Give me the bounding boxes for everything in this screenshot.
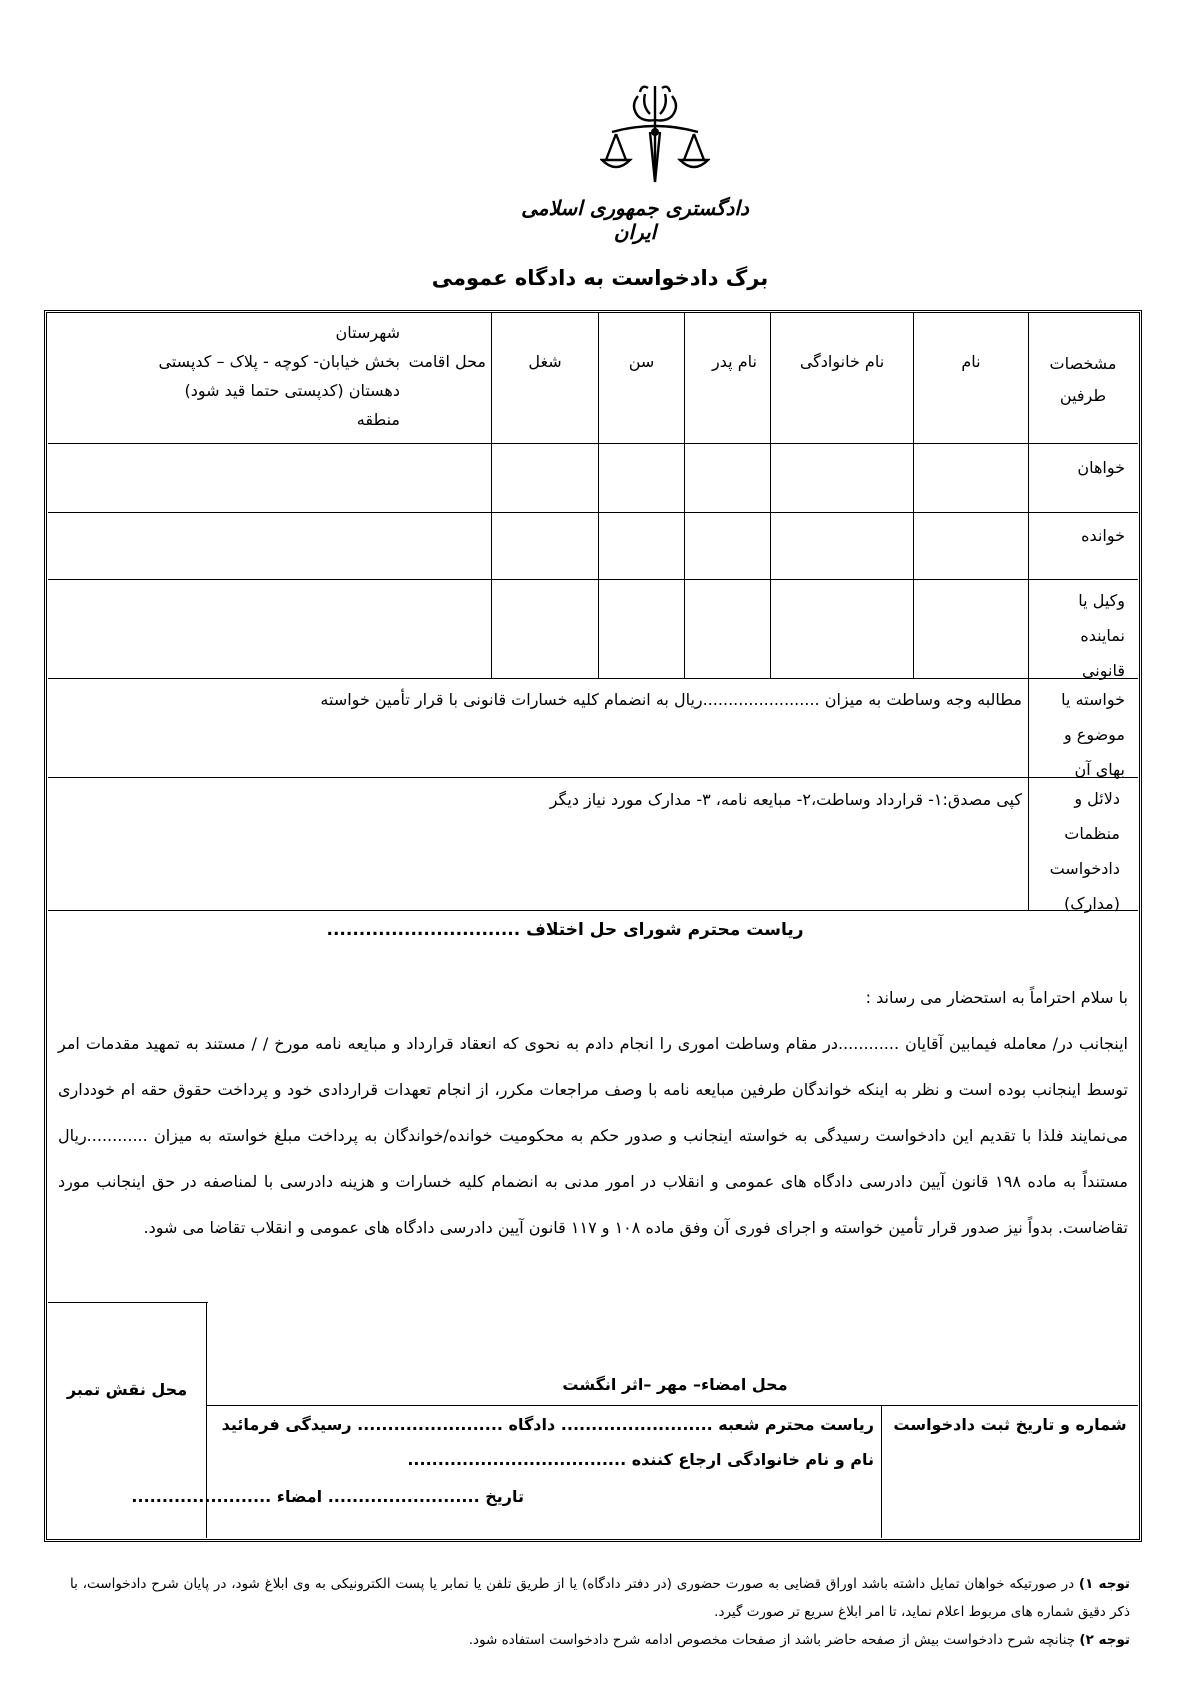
rule-header-bottom — [48, 443, 1138, 444]
note-1-label: توجه ۱) — [1078, 1576, 1130, 1592]
registration-box-rule — [881, 1405, 882, 1538]
emblem-logo — [600, 82, 710, 194]
col-rule-job — [491, 313, 492, 678]
stamp-place-label: محل نقش تمبر — [66, 1380, 188, 1399]
note-1 — [70, 1570, 1130, 1626]
letter-heading: ریاست محترم شورای حل اختلاف .............................. — [326, 920, 804, 940]
row-label-attorney: وکیل یا نماینده قانونی — [1078, 591, 1125, 680]
referral-line-3: تاریخ ......................... امضاء ....................... — [131, 1487, 524, 1506]
header-father-name: نام پدر — [712, 352, 757, 371]
letter-greeting: با سلام احتراماً به استحضار می رساند : — [865, 988, 1128, 1007]
rule-footer-top — [48, 1302, 208, 1303]
letter-body — [58, 975, 1128, 1251]
note-2-label: توجه ۲) — [1079, 1632, 1130, 1648]
rule-claim-bottom — [48, 777, 1138, 778]
residence-details: شهرستان بخش خیابان- کوچه - پلاک – کدپستی دهستان (کدپستی حتما قید شود) منطقه — [158, 323, 400, 429]
note-2 — [70, 1626, 1130, 1654]
header-first-name: نام — [961, 352, 981, 371]
header-occupation: شغل — [528, 352, 562, 371]
header-age: سن — [628, 352, 655, 371]
rule-defendant-bottom — [48, 579, 1138, 580]
row-label-evidence: دلائل و منظمات دادخواست (مدارک) — [1049, 789, 1120, 913]
header-last-name: نام خانوادگی — [799, 352, 885, 371]
referral-line-2: نام و نام خانوادگی ارجاع کننده .................................... — [407, 1450, 874, 1469]
rule-attorney-bottom — [48, 678, 1138, 679]
col-rule-name — [913, 313, 914, 678]
note-1-text: در صورتیکه خواهان تمایل داشته باشد اوراق قضایی به صورت حضوری (در دفتر دادگاه) یا از طریق تلفن یا نمابر یا پست الکترونیکی به وی ابلاغ شود، در پایان شرح دادخواست، با ذکر دقیق شماره های مربوط اعلام نماید، تا امر ابلاغ سریع تر صورت گیرد. — [70, 1576, 1130, 1620]
row-label-plaintiff: خواهان — [1077, 458, 1125, 477]
row-label-defendant: خوانده — [1081, 526, 1125, 545]
rule-signature-bottom — [207, 1405, 1138, 1406]
referral-line-1: ریاست محترم شعبه ......................... دادگاه ........................ رسیدگی فرمائید — [221, 1415, 874, 1434]
col-rule-father — [684, 313, 685, 678]
evidence-text: کپی مصدق:۱- قرارداد وساطت،۲- مبایعه نامه، ۳- مدارک مورد نیاز دیگر — [549, 790, 1022, 809]
notes — [70, 1570, 1130, 1654]
signature-place-label: محل امضاء– مهر –اثر انگشت — [562, 1375, 788, 1394]
header-specs: مشخصات طرفین — [1049, 354, 1117, 405]
claim-text: مطالبه وجه وساطت به میزان .......................ریال به انضمام کلیه خسارات قانونی با قرار تأمین خواسته — [320, 690, 1022, 709]
form-title: برگ دادخواست به دادگاه عمومی — [431, 266, 769, 290]
rule-plaintiff-bottom — [48, 512, 1138, 513]
col-rule-age — [598, 313, 599, 678]
rule-evidence-bottom — [48, 910, 1138, 911]
judiciary-name: دادگستری جمهوری اسلامی ایران — [521, 196, 749, 244]
row-label-claim: خواسته یا موضوع و بهای آن — [1061, 690, 1125, 779]
note-2-text: چنانچه شرح دادخواست بیش از صفحه حاضر باشد از صفحات مخصوص ادامه شرح دادخواست استفاده شود. — [468, 1632, 1080, 1648]
col-rule-label — [1028, 313, 1029, 910]
letter-paragraph: اینجانب در/ معامله فیمابین آقایان ............در مقام وساطت اموری را انجام دادم به نحوی که انعقاد قرارداد و مبایعه نامه مورخ / / مستند به تمهید مقدمات امر توسط اینجانب بوده است و نظر به اینکه خواندگان طرفین مبایعه نامه با وصف مراجعات مکرر، از انجام تعهدات قراردادی خود و پرداخت حقوق حقه ام خودداری می‌نمایند فلذا با تقدیم این دادخواست رسیدگی به خواسته اینجانب و صدور حکم به محکومیت خوانده/خواندگان به پرداخت مبلغ خواسته به میزان ............ریال مستنداً به ماده ۱۹۸ قانون آیین دادرسی دادگاه های عمومی و انقلاب در امور مدنی به انضمام کلیه خسارات و هزینه دادرسی با لمناصفه در حق اینجانب مورد تقاضاست. بدواً نیز صدور قرار تأمین خواسته و اجرای فوری آن وفق ماده ۱۰۸ و ۱۱۷ قانون آیین دادرسی دادگاه های عمومی و انقلاب تقاضا می شود. — [58, 1034, 1129, 1237]
registration-label: شماره و تاریخ ثبت دادخواست — [893, 1415, 1127, 1434]
header-residence: محل اقامت — [408, 352, 486, 371]
